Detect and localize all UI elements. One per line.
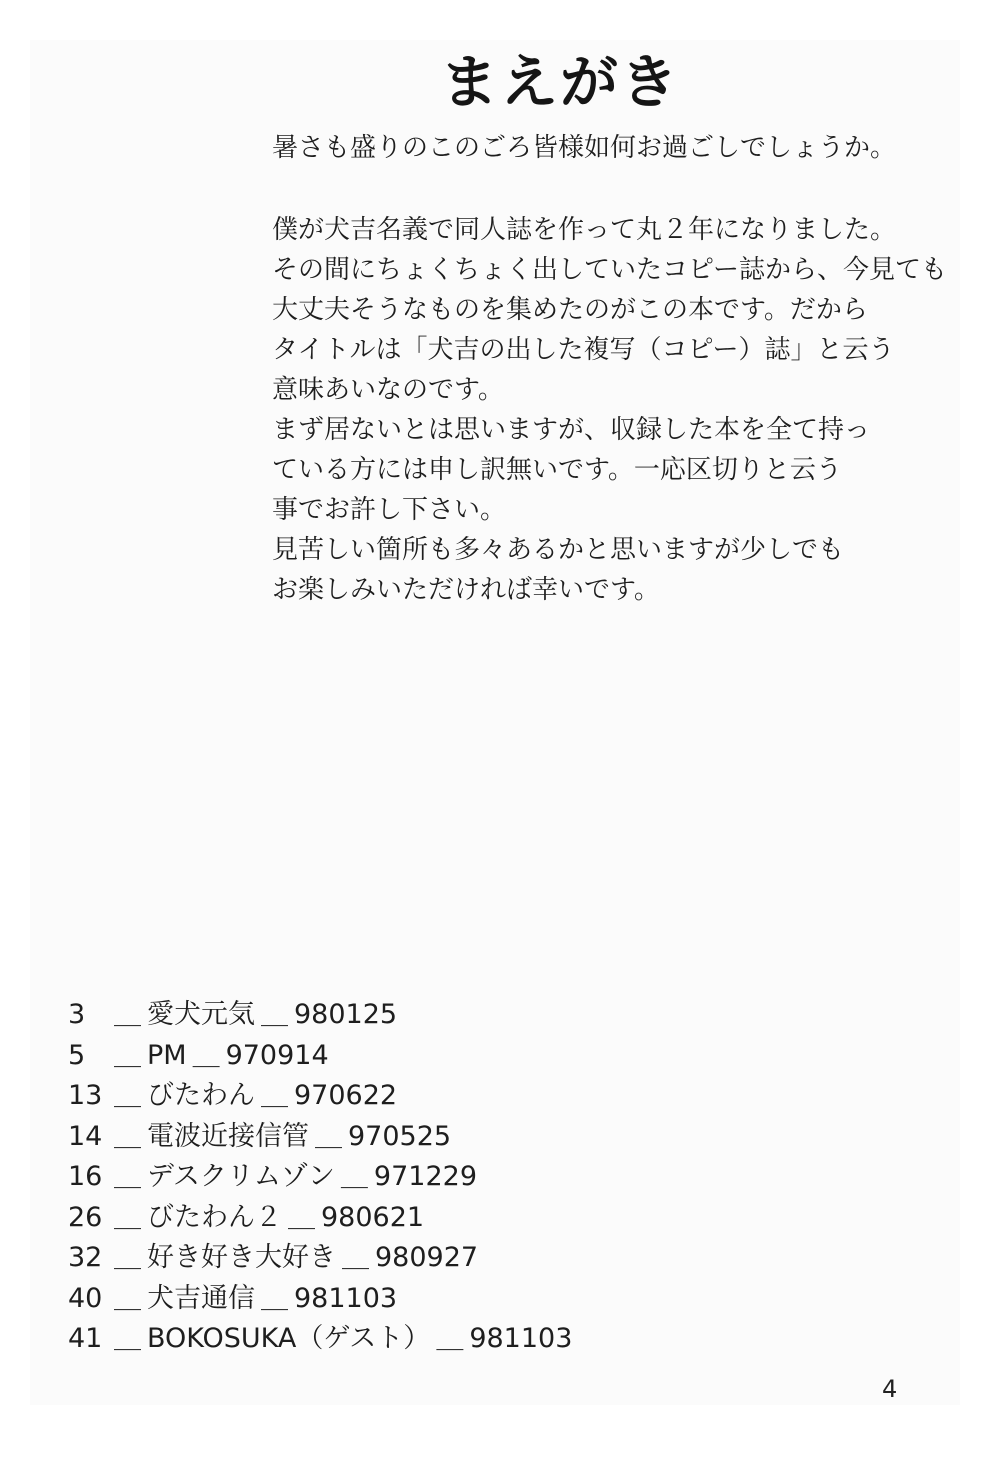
body-line: まず居ないとは思いますが、収録した本を全て持っ [272, 415, 871, 445]
toc-separator: ＿ [114, 1282, 141, 1314]
toc-title: BOKOSUKA（ゲスト） [147, 1323, 431, 1354]
toc-date: 980125 [294, 999, 398, 1030]
toc-page-number: 14 [68, 1120, 103, 1152]
toc-entry [68, 1117, 628, 1158]
body-line: 見苦しい箇所も多々あるかと思いますが少しでも [272, 535, 845, 565]
body-line: タイトルは「犬吉の出した複写（コピー）誌」と云う [272, 335, 895, 365]
toc-entry [68, 1279, 628, 1320]
toc-title: びたわん [147, 1080, 255, 1111]
toc-entry [68, 1238, 628, 1279]
toc-entry [68, 1198, 628, 1239]
toc-page-number: 16 [68, 1161, 103, 1192]
toc-entry [68, 1036, 628, 1077]
toc-separator: ＿ [114, 1323, 141, 1354]
toc-date: 971229 [373, 1161, 477, 1192]
table-of-contents [68, 995, 628, 1360]
toc-date: 970525 [348, 1120, 452, 1152]
toc-separator: ＿ [114, 1201, 141, 1233]
toc-separator: ＿ [114, 1080, 141, 1111]
toc-separator: ＿ [261, 999, 288, 1030]
toc-separator: ＿ [192, 1039, 220, 1071]
toc-date: 981103 [469, 1323, 573, 1354]
toc-page-number: 13 [68, 1080, 103, 1111]
toc-title: 犬吉通信 [147, 1282, 255, 1314]
toc-page-number: 26 [68, 1201, 103, 1233]
toc-separator: ＿ [114, 999, 141, 1030]
toc-separator: ＿ [114, 1161, 141, 1192]
toc-page-number: 5 [68, 1039, 86, 1071]
body-line: 事でお許し下さい。 [272, 495, 507, 525]
toc-page-number: 40 [68, 1282, 103, 1314]
page-number: 4 [882, 1375, 898, 1403]
body-line: お楽しみいただければ幸いです。 [272, 575, 660, 605]
toc-separator: ＿ [114, 1242, 141, 1273]
body-line: その間にちょくちょく出していたコピー誌から、今見ても [272, 255, 947, 285]
toc-title: 好き好き大好き [147, 1242, 336, 1273]
toc-date: 980927 [375, 1242, 479, 1273]
toc-page-number: 41 [68, 1323, 103, 1354]
toc-page-number: 32 [68, 1242, 103, 1273]
toc-separator: ＿ [261, 1282, 288, 1314]
body-line: ている方には申し訳無いです。一応区切りと云う [272, 455, 842, 485]
toc-title: PM [147, 1039, 187, 1071]
toc-title: びたわん２ [147, 1201, 282, 1233]
intro-line: 暑さも盛りのこのごろ皆様如何お過ごしでしょうか。 [272, 133, 897, 163]
toc-entry [68, 995, 628, 1036]
toc-date: 970622 [294, 1080, 398, 1111]
toc-entry [68, 1076, 628, 1117]
toc-separator: ＿ [436, 1323, 464, 1354]
toc-separator: ＿ [340, 1161, 368, 1192]
page-title: まえがき [440, 48, 681, 116]
toc-title: 愛犬元気 [147, 999, 255, 1030]
toc-page-number: 3 [68, 999, 86, 1030]
toc-title: 電波近接信管 [147, 1120, 309, 1152]
toc-date: 970914 [225, 1039, 329, 1071]
toc-separator: ＿ [315, 1120, 342, 1152]
toc-date: 981103 [294, 1282, 398, 1314]
toc-date: 980621 [321, 1201, 425, 1233]
toc-entry [68, 1157, 628, 1198]
body-line: 僕が犬吉名義で同人誌を作って丸２年になりました。 [272, 215, 897, 245]
toc-separator: ＿ [261, 1080, 288, 1111]
toc-separator: ＿ [114, 1039, 141, 1071]
toc-entry [68, 1319, 628, 1360]
toc-separator: ＿ [288, 1201, 315, 1233]
body-line: 大丈夫そうなものを集めたのがこの本です。だから [272, 295, 868, 325]
toc-title: デスクリムゾン [147, 1161, 335, 1192]
preface-body [272, 210, 947, 610]
toc-separator: ＿ [342, 1242, 369, 1273]
toc-separator: ＿ [114, 1120, 141, 1152]
body-line: 意味あいなのです。 [272, 375, 504, 405]
